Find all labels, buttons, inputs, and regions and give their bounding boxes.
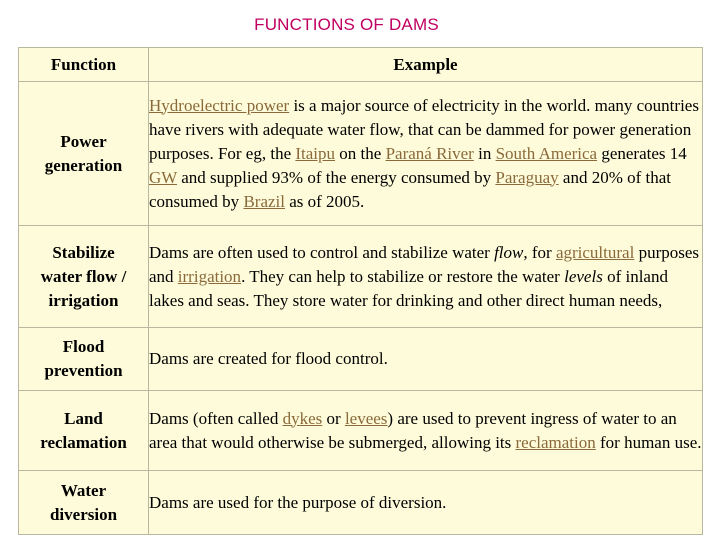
function-line: diversion: [49, 504, 118, 524]
example-link-itaipu[interactable]: Itaipu: [295, 143, 336, 163]
table-row: [19, 391, 703, 471]
page-title: FUNCTIONS OF DAMS: [254, 15, 439, 34]
function-line: generation: [44, 155, 123, 175]
example-text: on the: [335, 143, 386, 163]
example-link-hydroelectric-power[interactable]: Hydroelectric power: [149, 95, 290, 115]
example-text: and supplied 93% of the energy consumed by: [177, 167, 496, 187]
example-text: Dams are created for flood control.: [149, 349, 388, 368]
example-text: purposes and: [149, 242, 700, 286]
function-line: Flood: [62, 337, 105, 356]
example-text: ) are used to prevent ingress of water to an area that would otherwise be submerged, allowing its: [149, 408, 677, 452]
example-cell: [149, 328, 703, 391]
example-link-paraguay[interactable]: Paraguay: [495, 167, 559, 187]
example-text: for human use.: [595, 432, 702, 452]
table-row: [19, 471, 703, 535]
example-cell: [149, 391, 703, 471]
table-row: [19, 82, 703, 226]
example-text: and 20% of that consumed by: [149, 167, 672, 211]
function-line: Water: [60, 480, 107, 500]
example-link-reclamation[interactable]: reclamation: [515, 432, 596, 452]
example-cell: [149, 82, 703, 226]
example-text: as of 2005.: [284, 191, 365, 211]
function-cell: [19, 391, 149, 471]
example-link-south-america[interactable]: South America: [495, 143, 598, 163]
example-emphasis-levels: levels: [564, 266, 603, 286]
example-text: . They can help to stabilize or restore the water: [241, 266, 565, 286]
table-row: [19, 328, 703, 391]
example-link-irrigation[interactable]: irrigation: [177, 266, 242, 286]
example-text: in: [473, 143, 496, 163]
function-cell: [19, 226, 149, 328]
example-cell: [149, 226, 703, 328]
table-row: [19, 226, 703, 328]
header-function: Function: [19, 48, 149, 82]
example-link-parana-river[interactable]: Paraná River: [385, 143, 474, 163]
example-text: is a major source of electricity in the world. many countries have rivers with adequate water flow, that can be dammed for power generation purposes. For eg, the: [149, 95, 699, 163]
function-line: Power: [60, 131, 107, 151]
function-line: water flow /: [40, 266, 127, 286]
function-line: reclamation: [40, 432, 127, 452]
example-text: generates 14: [597, 143, 687, 163]
function-line: Land: [64, 408, 103, 428]
example-text: Dams are often used to control and stabilize water: [149, 242, 495, 262]
example-text: Dams (often called: [149, 408, 283, 428]
function-line: Stabilize: [52, 242, 115, 262]
example-text: of inland lakes and seas. They store water for drinking and other direct human needs,: [149, 266, 668, 310]
header-example: Example: [149, 48, 703, 82]
example-emphasis-flow: flow: [494, 242, 524, 262]
example-link-gw[interactable]: GW: [149, 167, 178, 187]
example-link-agricultural[interactable]: agricultural: [555, 242, 635, 262]
function-line: prevention: [44, 361, 123, 380]
example-link-brazil[interactable]: Brazil: [243, 191, 285, 211]
example-cell: [149, 471, 703, 535]
example-text: Dams are used for the purpose of diversion.: [149, 492, 447, 512]
example-text: or: [322, 408, 345, 428]
table-header-row: [19, 48, 703, 82]
example-link-dykes[interactable]: dykes: [282, 408, 323, 428]
function-line: irrigation: [48, 290, 119, 310]
example-text: , for: [523, 242, 556, 262]
function-cell: [19, 471, 149, 535]
function-cell: [19, 82, 149, 226]
functions-table: [18, 47, 703, 535]
function-cell: [19, 328, 149, 391]
example-link-levees[interactable]: levees: [344, 408, 388, 428]
